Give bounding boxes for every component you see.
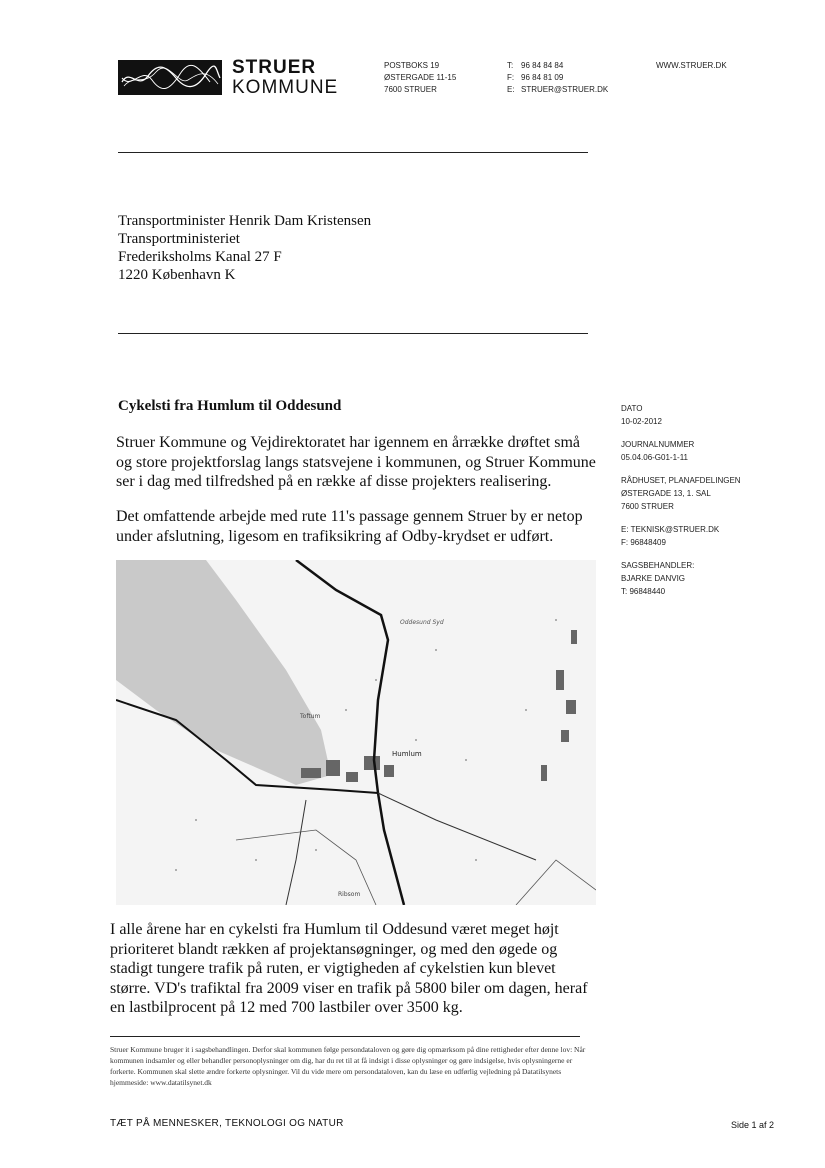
address-line: 7600 STRUER [384,85,437,94]
footer-divider [110,1036,580,1037]
recipient-line: Transportministeriet [118,231,240,247]
handler-label: SAGSBEHANDLER: [621,561,695,570]
page-number: Side 1 af 2 [731,1120,775,1130]
wave-logo-icon [118,60,222,95]
address-line: ØSTERGADE 11-15 [384,73,457,82]
header-divider [118,152,588,153]
recipient-address [118,212,371,284]
date-label: DATO [621,404,643,413]
dept-email[interactable]: E: TEKNISK@STRUER.DK [621,525,720,534]
letterhead-address [384,60,494,96]
handler-phone: T: 96848440 [621,587,666,596]
case-info-sidebar [621,402,811,598]
recipient-line: Transportminister Henrik Dam Kristensen [118,213,372,229]
map-drawing [116,560,596,905]
privacy-notice: Struer Kommune bruger it i sagsbehandlingen. Derfor skal kommunen følge persondataloven og gøre dig opmærksom på dine rettigheder efter denne lov: Når kommunen indsamler og eller behandler personoplysninger om dig, har du ret til at få indsigt i disse oplysninger og gøre indsigelse, hvis oplysningerne er forkerte. Kommunen skal slette ændre forkerte oplysninger. Vil du vide mere om persondataloven, kan du læse en udførlig vejledning på Datatilsynets hjemmeside: www.datatilsynet.dk [110,1045,586,1087]
dept-line: ØSTERGADE 13, 1. SAL [621,489,711,498]
body-paragraph: Det omfattende arbejde med rute 11's passage gennem Struer by er netop under afslutning, ligesom en trafiksikring af Odby-krydset er udført. [116,508,583,545]
dept-fax: F: 96848409 [621,538,666,547]
logo-brand-sub: KOMMUNE [232,77,339,98]
footer-tagline: TÆT PÅ MENNESKER, TEKNOLOGI OG NATUR [110,1118,344,1129]
contact-phone: T: 96 84 84 84 [507,61,564,70]
recipient-divider [118,333,588,334]
contact-email[interactable]: E: STRUER@STRUER.DK [507,85,609,94]
body-paragraph: Struer Kommune og Vejdirektoratet har igennem en årrække drøftet små og store projektforslag langs statsvejene i kommunen, og Struer Kommune ser i dag med tilfredshed på en række af disse projekters realisering. [116,434,596,490]
recipient-line: 1220 København K [118,267,236,283]
journal-label: JOURNALNUMMER [621,440,695,449]
dept-line: 7600 STRUER [621,502,674,511]
body-paragraph: I alle årene har en cykelsti fra Humlum til Oddesund været meget højt prioriteret blandt rækken af projektansøgninger, og med den øgede og stadigt tungere trafik på ruten, er vigtigheden af cykelstien kun blevet større. VD's trafiktal fra 2009 viser en trafik på 5800 biler om dagen, heraf en lastbilprocent på 12 med 700 lastbiler over 3500 kg. [110,921,588,1016]
map-label-humlum: Humlum [392,750,422,758]
date-value: 10-02-2012 [621,417,662,426]
dept-line: RÅDHUSET, PLANAFDELINGEN [621,476,741,485]
logo-wave-mark [118,60,222,95]
website-link[interactable]: WWW.STRUER.DK [656,61,727,70]
address-line: POSTBOKS 19 [384,61,440,70]
map-label-oddesund: Oddesund Syd [400,619,444,626]
route-map [116,560,596,905]
letter-subject: Cykelsti fra Humlum til Oddesund [118,398,342,414]
letterhead-contact [507,60,637,96]
contact-fax: F: 96 84 81 09 [507,73,564,82]
map-label-ribsom: Ribsom [338,891,361,898]
handler-name: BJARKE DANVIG [621,574,686,583]
logo-brand-name: STRUER [232,57,317,78]
recipient-line: Frederiksholms Kanal 27 F [118,249,282,265]
map-label-toftum: Toftum [300,713,321,720]
journal-value: 05.04.06-G01-1-11 [621,453,689,462]
